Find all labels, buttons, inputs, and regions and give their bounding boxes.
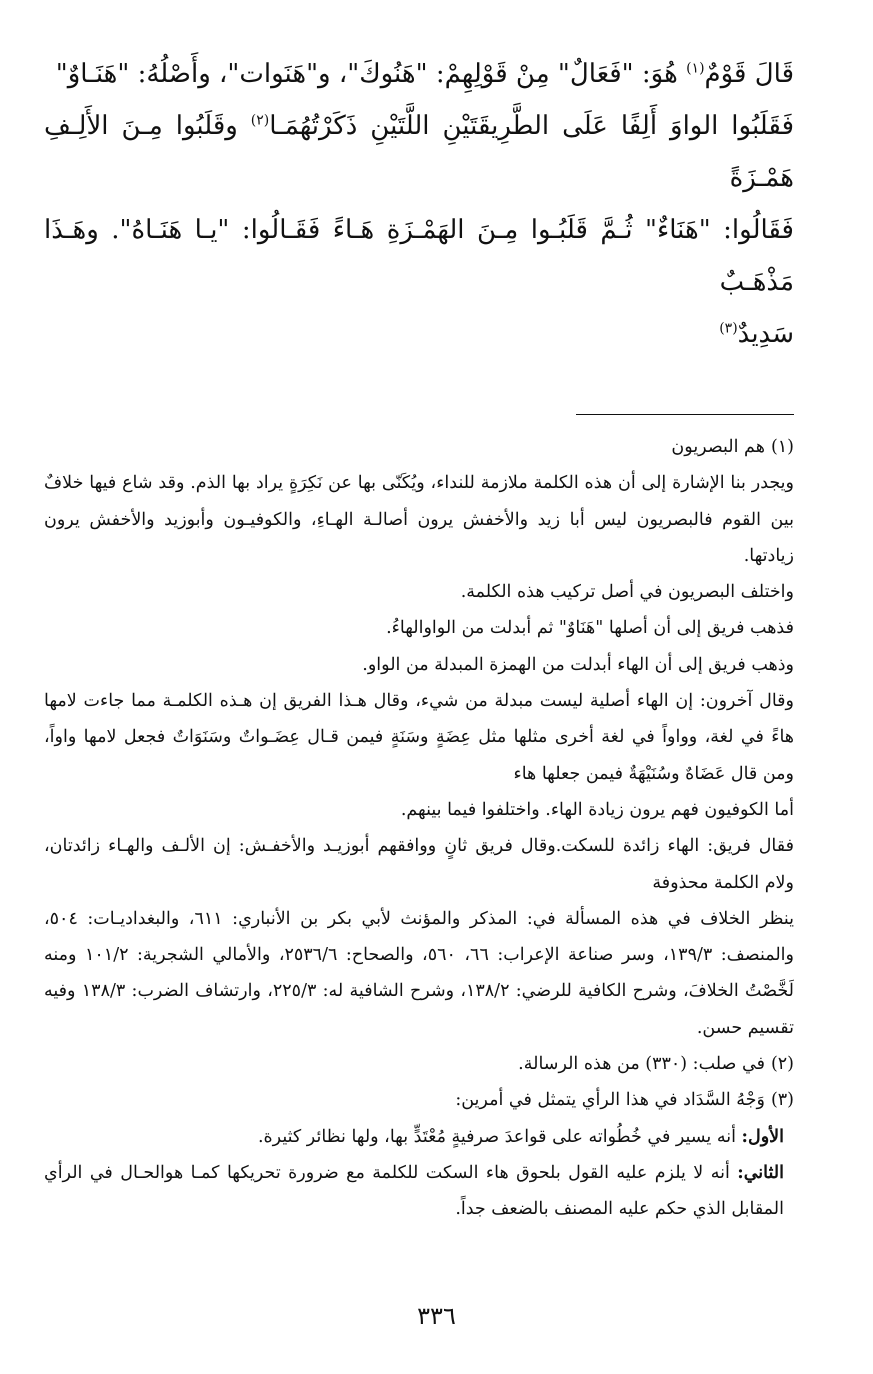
footnote-1-para: وذهب فريق إلى أن الهاء أبدلت من الهمزة المبدلة من الواو. — [362, 654, 794, 675]
footnote-3: (٣)وَجْهُ السَّدَاد في هذا الرأي يتمثل في أمرين: — [455, 1090, 794, 1111]
footnote-separator — [576, 414, 794, 415]
footnote-1-para: فذهب فريق إلى أن أصلها "هَنَاوٌ" ثم أبدلت من الواوالهاءُ. — [386, 618, 794, 639]
footnote-2: (٢)في صلب: (٣٣٠) من هذه الرسالة. — [518, 1054, 794, 1075]
footnote-1-para: ينظر الخلاف في هذه المسألة في: المذكر والمؤنث لأبي بكر بن الأنباري: ٦١١، والبغداديـات: ٥٠٤، والمنصف: ١٣٩/٣، وسر صناعة الإعراب: ٦٦، ٥٦٠، والصحاح: ٢٥٣٦/٦، والأمالي الشجرية: ١٠١/٢ ومنه لَخَّصْتُ الخلافَ، وشرح الكافية للرضي: ١٣٨/٢، وشرح الشافية له: ٢٢٥/٣، وارتشاف الضرب: ١٣٨/٣ وفيه تقسيم حسن. — [44, 908, 794, 1038]
footnote-1-para: واختلف البصريون في أصل تركيب هذه الكلمة. — [460, 582, 794, 603]
main-line: سَدِيدٌ$^{(٣)}$ — [719, 319, 794, 349]
footnote-1-para: ويجدر بنا الإشارة إلى أن هذه الكلمة ملازمة للنداء، ويُكَنّى بها عن نَكِرَةٍ يراد بها الذم. وقد شاع فيها خلافٌ بين القوم فالبصريون ليس أبا زيد والأخفش يرون أصالـة الهـاءِ، والكوفيـون وأبوزيد والأخفش يرون زيادتها. — [44, 473, 794, 566]
footnote-3-second: الثاني: أنه لا يلزم عليه القول بلحوق هاء السكت للكلمة مع ضرورة تحريكها كمـا هوالحـال في الرأي المقابل الذي حكم عليه المصنف بالضعف جداً. — [44, 1162, 784, 1220]
footnote-ref-2[interactable]: (٢) — [250, 112, 270, 129]
footnote-3-first: الأول: أنه يسير في خُطُواته على قواعدَ صرفيةٍ مُعْتَدٍّ بها، ولها نظائر كثيرة. — [257, 1126, 784, 1147]
footnote-ref-3[interactable]: (٣) — [719, 320, 738, 337]
footnote-1-para: فقال فريق: الهاء زائدة للسكت.وقال فريق ثانٍ ووافقهم أبوزيـد والأخفـش: إن الألـف والهـاء زائدتان، ولام الكلمة محذوفة — [44, 836, 794, 893]
main-line: فَقَلَبُوا الواوَ أَلِفًا عَلَى الطَّرِيقَتَيْنِ اللَّتَيْنِ ذَكَرْتُهُمَـا$^{(٢)}$ وقَلَبُوا مِـنَ الأَلِـفِ هَمْـزَةً — [44, 111, 794, 193]
footnote-1-title: (١)هم البصريون — [671, 437, 794, 457]
page-body — [44, 48, 794, 1228]
footnotes — [44, 429, 794, 1228]
main-line: قَالَ قَوْمٌ$^{(١)}$ هُوَ: "فَعَالٌ" مِنْ قَوْلِهِمْ: "هَنُوكَ"، و"هَنَوات"، وأَصْلُهُ: "هَنَـاوٌ" — [55, 59, 794, 89]
footnote-1-para: أما الكوفيون فهم يرون زيادة الهاء. واختلفوا فيما بينهم. — [400, 799, 794, 820]
footnote-ref-1[interactable]: (١) — [686, 60, 705, 77]
main-line: فَقَالُوا: "هَنَاءٌ" ثُـمَّ قَلَبُـوا مِـنَ الهَمْـزَةِ هَـاءً فَقَـالُوا: "يـا هَنَـاهُ". وهَـذَا مَذْهَـبٌ — [44, 215, 794, 297]
main-text — [44, 48, 794, 360]
page-number: ٣٣٦ — [417, 1302, 456, 1330]
footnote-1-para: وقال آخرون: إن الهاء أصلية ليست مبدلة من شيء، وقال هـذا الفريق إن هـذه الكلمـة مما جاءت لامها هاءً في لغة، وواواً في لغة أخرى مثلها مثل عِضَةٍ وسَنَةٍ فيمن قـال عِضَـواتٌ وسَنَوَاتٌ فجعل لامها واواً، ومن قال عَضَاهٌ وسُنَيْهَةٌ فيمن جعلها هاء — [44, 691, 794, 784]
